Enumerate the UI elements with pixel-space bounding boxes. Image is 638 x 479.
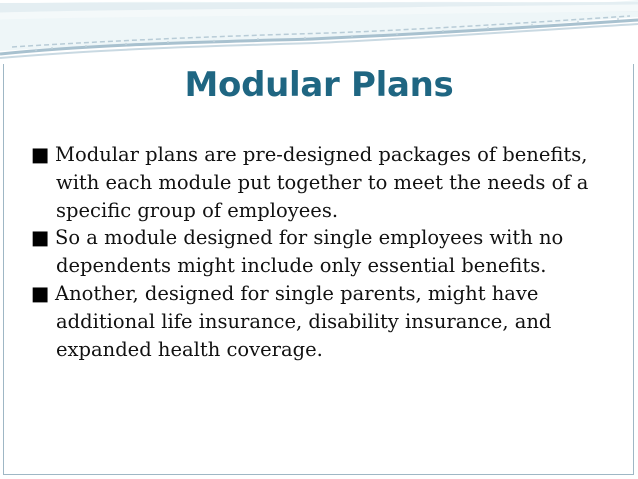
bullet-text: Another, designed for single parents, might have additional life insurance, disability insurance, and expanded health coverage. (55, 281, 552, 361)
bullet-list (10, 141, 600, 363)
header-decoration (0, 0, 638, 64)
square-bullet-icon: ■ (31, 281, 50, 305)
page-title: Modular Plans (184, 65, 454, 105)
bullet-text: Modular plans are pre-designed packages of benefits, with each module put together to meet the needs of a specific group of employees. (55, 143, 589, 222)
square-bullet-icon: ■ (31, 143, 50, 166)
bullet-item (10, 141, 600, 224)
bullet-text: So a module designed for single employees with no dependents might include only essential benefits. (55, 226, 564, 278)
bullet-item (10, 224, 600, 280)
bullet-item (10, 280, 600, 363)
wave-decoration-icon (0, 0, 638, 64)
square-bullet-icon: ■ (31, 226, 50, 250)
